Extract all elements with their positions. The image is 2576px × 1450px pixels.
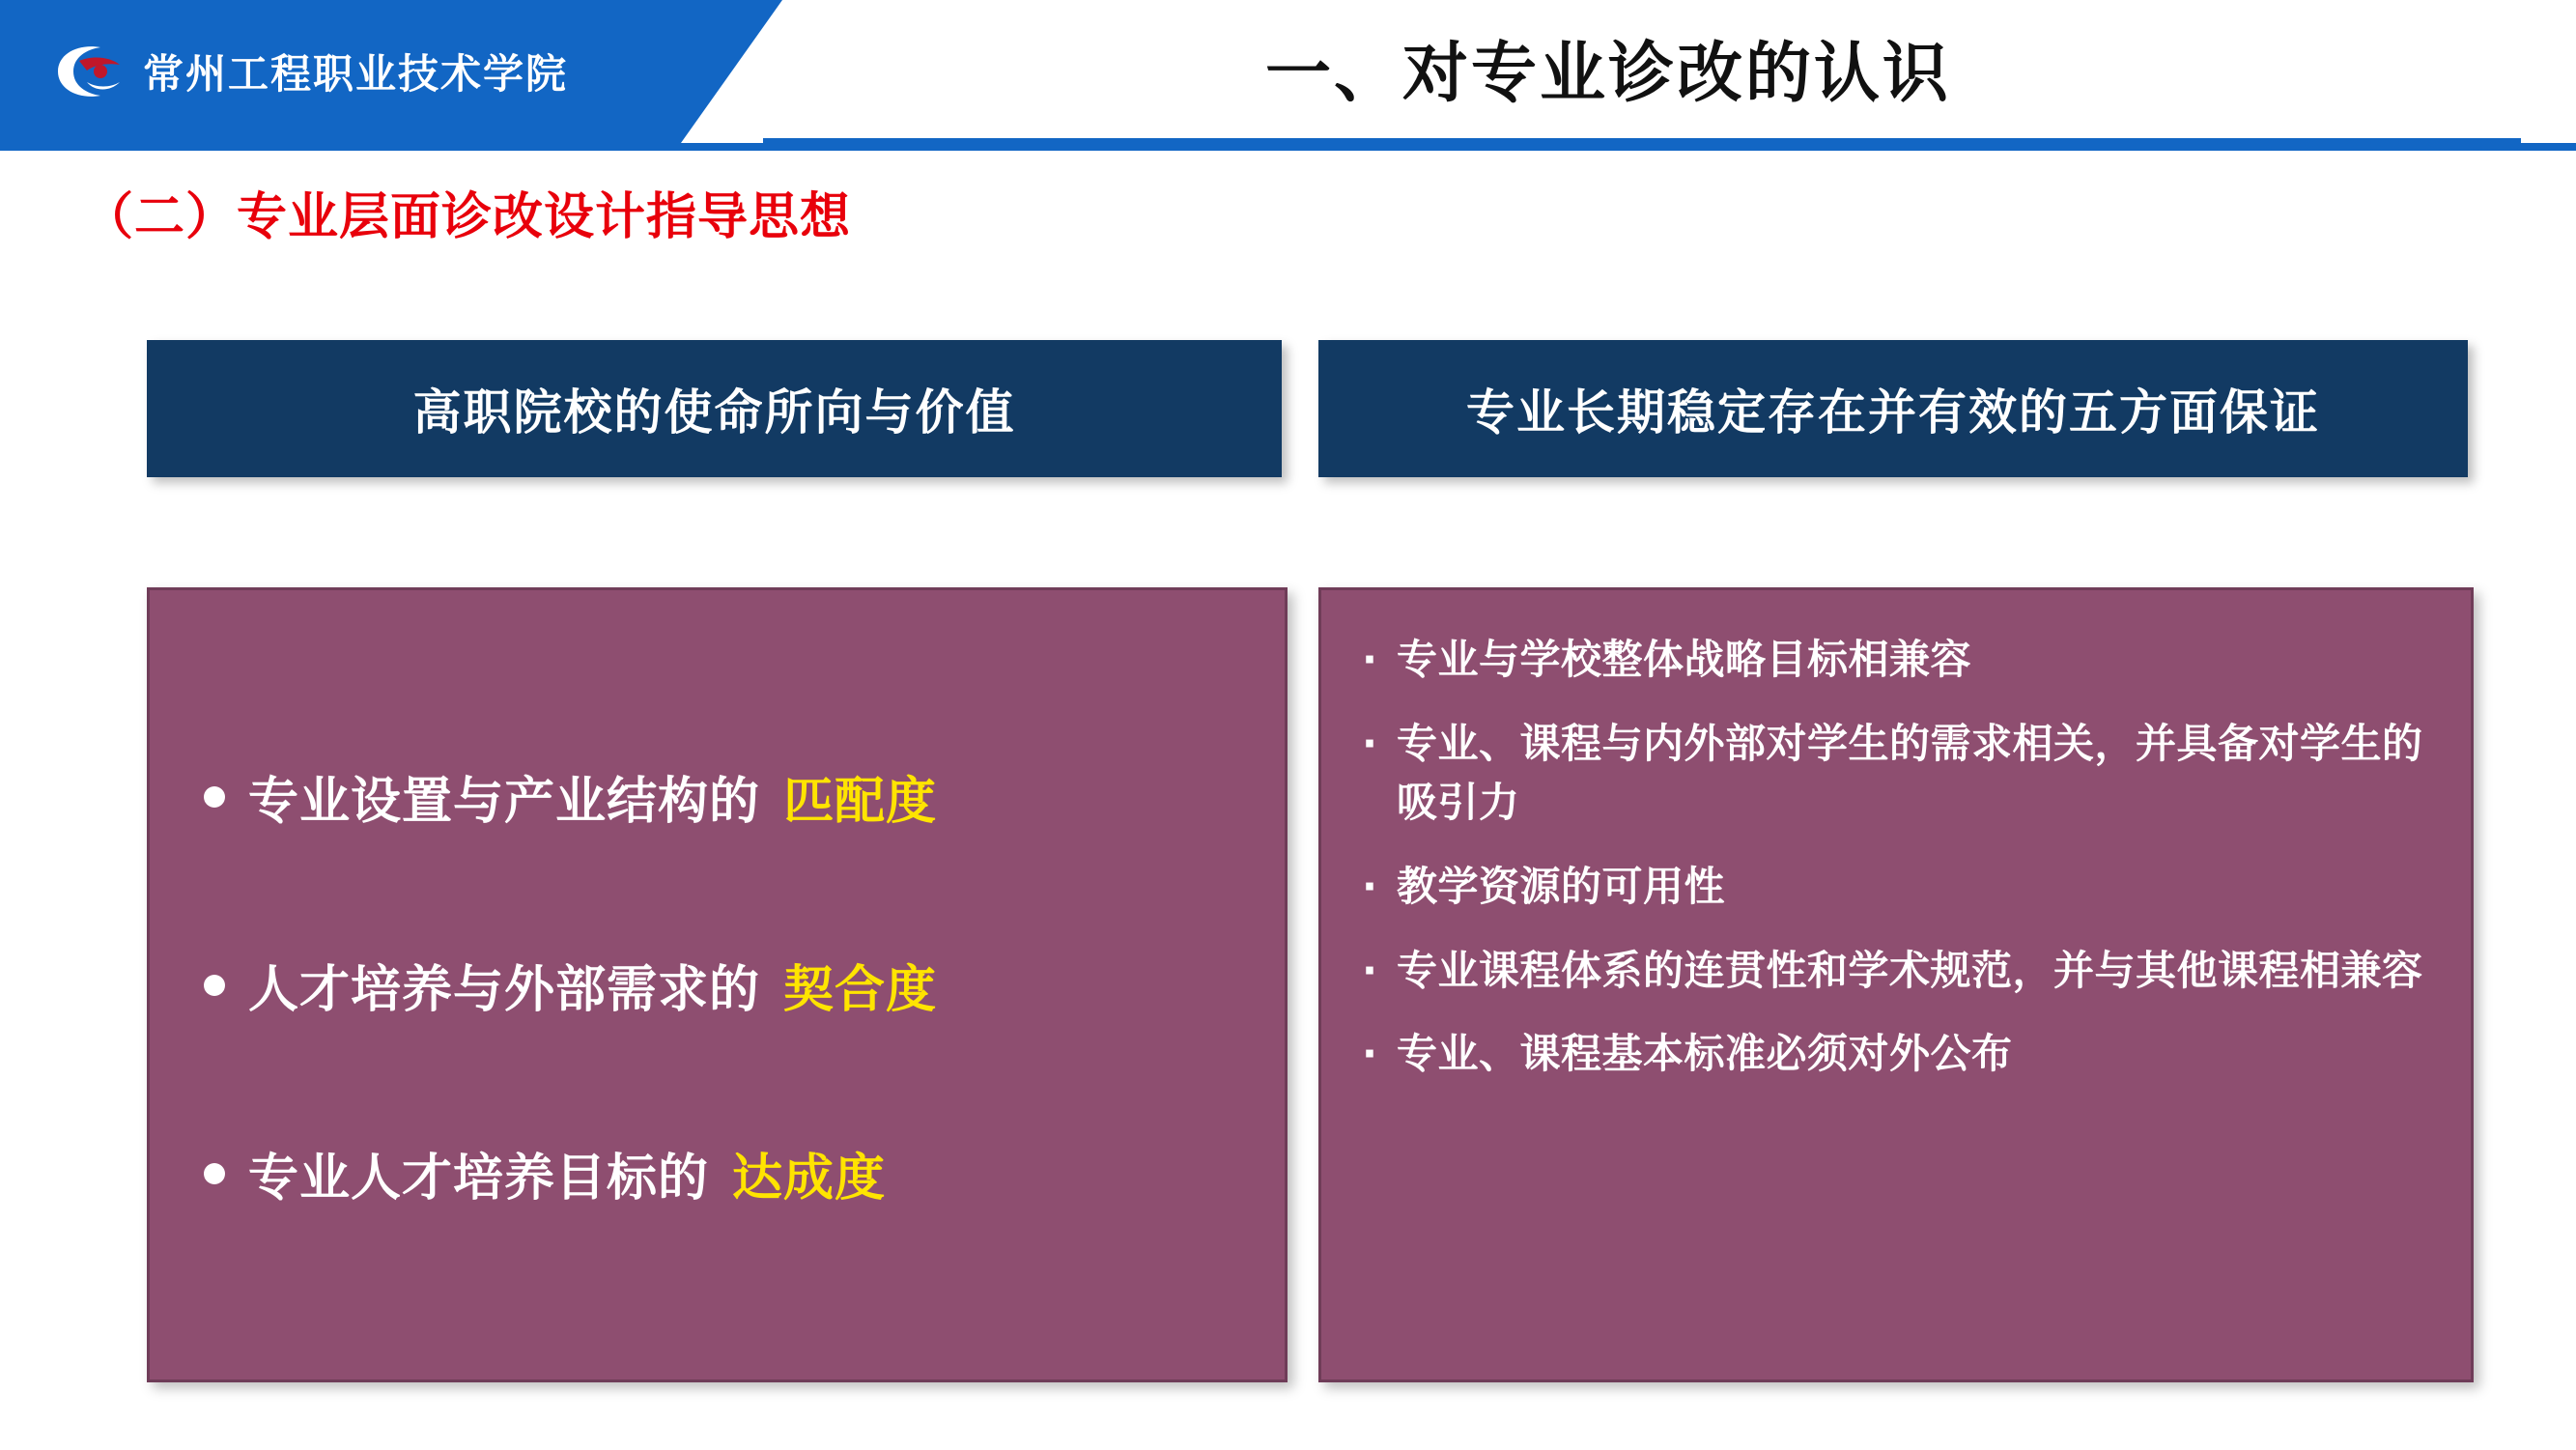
bullet-dot-icon [204,1163,225,1184]
list-item [1362,858,2432,917]
bullet-dot-icon: · [1362,1030,1378,1078]
list-item [1362,942,2432,1001]
list-item-text: 专业、课程与内外部对学生的需求相关，并具备对学生的吸引力 [1397,719,2423,826]
list-item [204,760,1231,833]
right-bullet-list [1321,590,2471,1379]
list-item-text: 专业人才培养目标的 [248,1150,710,1208]
right-content-panel [1318,587,2474,1382]
left-bullet-list [150,590,1285,1379]
list-item-highlight: 达成度 [732,1150,887,1208]
bullet-dot-icon [204,786,225,808]
list-item-text: 教学资源的可用性 [1397,862,1726,910]
list-item-highlight: 契合度 [783,961,938,1019]
bullet-dot-icon: · [1362,636,1378,683]
list-item-text: 专业、课程基本标准必须对外公布 [1397,1030,2013,1078]
list-item [1362,631,2432,690]
right-column-heading: 专业长期稳定存在并有效的五方面保证 [1318,340,2468,477]
list-item-text: 专业课程体系的连贯性和学术规范，并与其他课程相兼容 [1397,946,2423,994]
institution-logo [50,37,668,106]
list-item-text: 专业与学校整体战略目标相兼容 [1397,636,1972,683]
list-item-text: 人才培养与外部需求的 [248,961,761,1019]
bullet-dot-icon: · [1362,862,1378,910]
slide-header [0,0,2576,150]
bullet-dot-icon: · [1362,719,1378,767]
university-crest-icon [50,42,126,101]
list-item [1362,1025,2432,1084]
list-item [204,1137,1231,1209]
section-subtitle: （二）专业层面诊改设计指导思想 [83,188,852,246]
institution-name: 常州工程职业技术学院 [143,50,569,98]
bullet-dot-icon [204,975,225,996]
bullet-dot-icon: · [1362,946,1378,994]
left-content-panel [147,587,1288,1382]
list-item [204,949,1231,1021]
list-item-text: 专业设置与产业结构的 [248,773,761,831]
header-divider-line [0,143,2576,151]
list-item [1362,715,2432,833]
page-title: 一、对专业诊改的认识 [1264,36,1951,112]
left-column-heading: 高职院校的使命所向与价值 [147,340,1282,477]
list-item-highlight: 匹配度 [783,773,938,831]
